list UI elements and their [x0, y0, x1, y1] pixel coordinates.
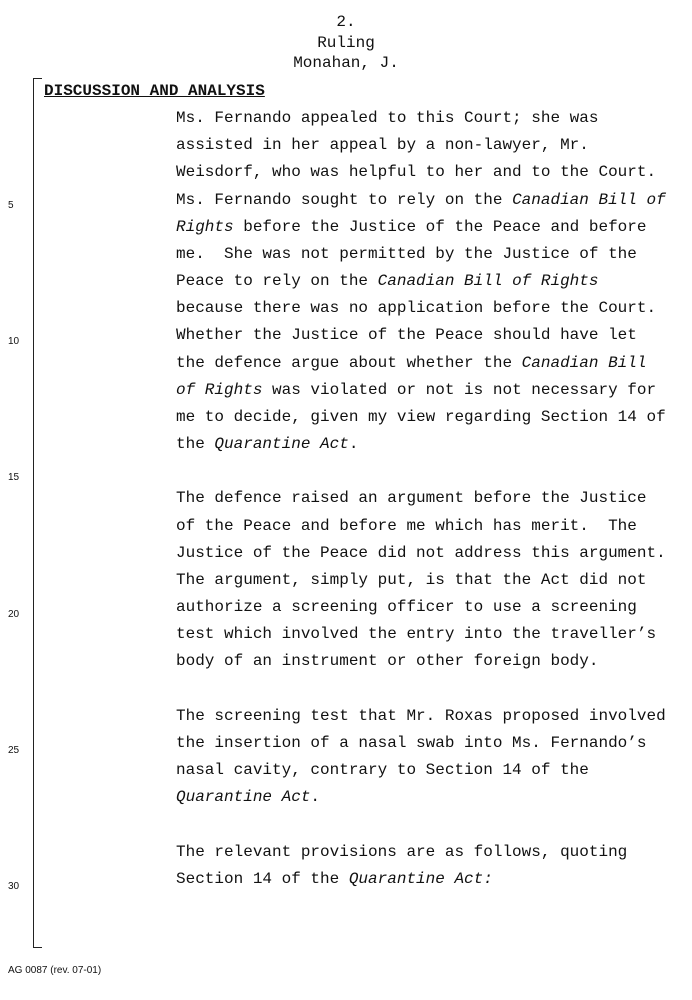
text-segment: the defence argue about whether the — [176, 353, 522, 372]
text-line — [176, 353, 646, 373]
text-line — [176, 217, 646, 237]
text-line — [176, 760, 589, 780]
line-number: 15 — [8, 472, 20, 484]
text-segment: Weisdorf, who was helpful to her and to the Court. — [176, 163, 657, 182]
text-line — [176, 787, 320, 807]
italic-citation: Quarantine Act — [214, 435, 349, 454]
text-segment: Peace to rely on the — [176, 272, 378, 291]
text-segment: . — [310, 788, 321, 807]
text-line — [176, 733, 646, 753]
margin-rule-top-tick — [33, 78, 42, 79]
text-line — [176, 407, 666, 427]
line-number: 30 — [8, 881, 20, 892]
text-segment: because there was no application before the Court. — [176, 299, 657, 318]
text-segment: me. She was not permitted by the Justice of the — [176, 244, 637, 263]
margin-rule-bottom-tick — [33, 947, 42, 948]
text-segment: The relevant provisions are as follows, quoting — [176, 842, 628, 861]
line-number: 25 — [8, 744, 20, 756]
text-segment: was violated or not is not necessary for — [262, 380, 657, 399]
text-segment: the insertion of a nasal swab into Ms. Fernando’s — [176, 733, 647, 752]
form-footer: AG 0087 (rev. 07-01) — [8, 965, 102, 976]
text-line — [176, 706, 666, 726]
text-segment: The screening test that Mr. Roxas proposed involved — [176, 706, 666, 725]
text-segment: Whether the Justice of the Peace should have let — [176, 326, 637, 345]
line-number: 20 — [8, 608, 20, 620]
text-segment: The argument, simply put, is that the Act did not — [176, 570, 647, 589]
text-segment: Justice of the Peace did not address this argument. — [176, 543, 666, 562]
text-line — [176, 516, 637, 536]
text-segment: the — [176, 435, 215, 454]
text-segment: Section 14 of the — [176, 869, 349, 888]
text-segment: The defence raised an argument before the Justice — [176, 489, 647, 508]
margin-rule — [33, 78, 34, 948]
text-segment: Ms. Fernando appealed to this Court; she was — [176, 109, 599, 127]
text-line — [176, 162, 656, 182]
text-line — [176, 135, 589, 155]
italic-citation: Canadian Bill of — [512, 190, 666, 209]
text-line — [176, 271, 598, 291]
section-heading: DISCUSSION AND ANALYSIS — [44, 82, 265, 100]
text-line — [176, 488, 646, 508]
line-number: 10 — [8, 336, 20, 348]
italic-citation: of Rights — [176, 380, 263, 399]
text-segment: body of an instrument or other foreign body. — [176, 652, 599, 671]
text-segment: nasal cavity, contrary to Section 14 of the — [176, 761, 589, 780]
text-line — [176, 298, 656, 318]
text-segment: Ms. Fernando sought to rely on the — [176, 190, 513, 209]
text-line — [176, 624, 656, 644]
text-line — [176, 543, 666, 563]
text-segment: . — [348, 435, 359, 454]
text-segment: test which involved the entry into the traveller’s — [176, 625, 657, 644]
text-line — [176, 842, 627, 862]
text-line — [176, 570, 646, 590]
italic-citation: Quarantine Act — [176, 788, 311, 807]
text-segment: authorize a screening officer to use a screening — [176, 598, 637, 617]
italic-citation: Canadian Bill of Rights — [377, 272, 599, 291]
text-line — [176, 244, 637, 264]
judge-name: Monahan, J. — [293, 54, 399, 72]
text-line — [176, 869, 493, 889]
page-number: 2. — [336, 13, 356, 31]
text-segment: of the Peace and before me which has merit. The — [176, 516, 637, 535]
line-number: 5 — [8, 200, 14, 211]
text-line — [176, 325, 637, 345]
italic-citation: Rights — [176, 217, 234, 236]
italic-citation: Canadian Bill — [521, 353, 647, 372]
text-segment: before the Justice of the Peace and before — [233, 217, 647, 236]
document-type: Ruling — [317, 34, 375, 52]
text-line — [176, 108, 598, 128]
text-line — [176, 651, 598, 671]
text-line — [176, 190, 666, 210]
text-line — [176, 597, 637, 617]
text-segment: me to decide, given my view regarding Section 14 of — [176, 407, 666, 426]
text-line — [176, 434, 358, 454]
italic-citation: Quarantine Act: — [348, 869, 493, 888]
text-line — [176, 380, 656, 400]
text-segment: assisted in her appeal by a non-lawyer, Mr. — [176, 136, 589, 155]
